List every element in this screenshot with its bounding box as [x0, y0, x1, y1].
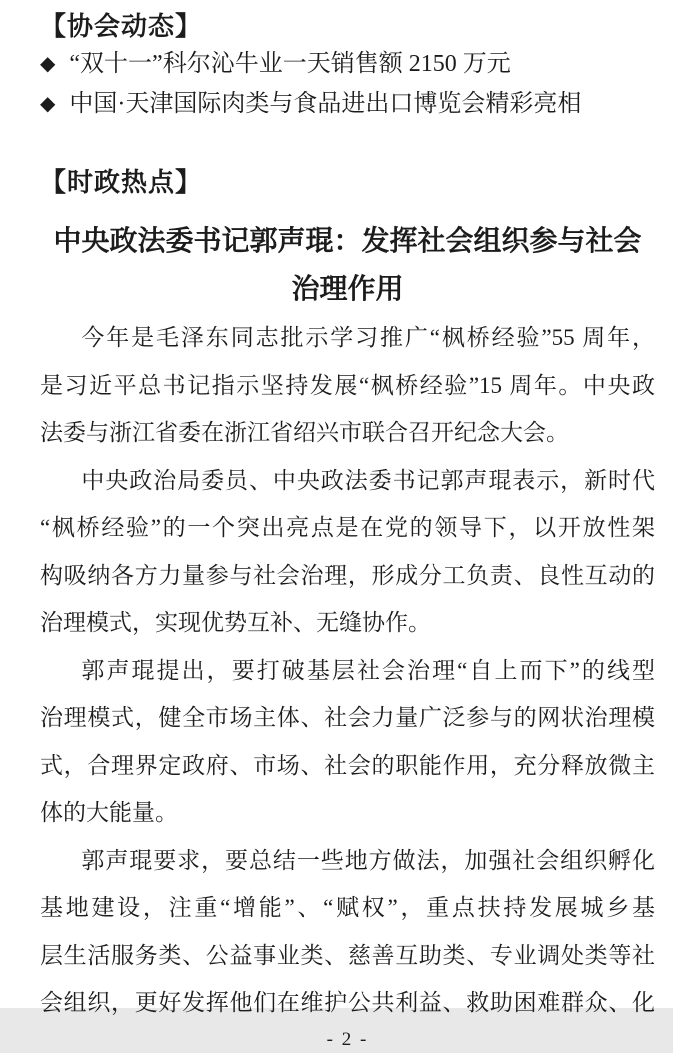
section-heading-association: 【协会动态】 — [40, 11, 203, 41]
diamond-bullet-icon: ◆ — [40, 53, 56, 75]
body-line: 郭声琨要求，要总结一些地方做法，加强社会组织孵化 — [81, 847, 655, 873]
diamond-bullet-icon: ◆ — [40, 93, 56, 115]
body-line: 郭声琨提出，要打破基层社会治理“自上而下”的线型 — [81, 657, 655, 683]
section-heading-politics: 【时政热点】 — [40, 167, 203, 197]
body-line: 层生活服务类、公益事业类、慈善互助类、专业调处类等社 — [40, 942, 655, 968]
body-line: 今年是毛泽东同志批示学习推广“枫桥经验”55 周年， — [81, 325, 655, 350]
body-line: 治理模式，健全市场主体、社会力量广泛参与的网状治理模 — [40, 705, 655, 730]
body-line: 治理模式，实现优势互补、无缝协作。 — [40, 610, 431, 635]
article-title-line-1: 中央政法委书记郭声琨：发挥社会组织参与社会 — [53, 226, 642, 257]
article-body — [40, 314, 655, 1027]
bullet-item-text: 中国·天津国际肉类与食品进出口博览会精彩亮相 — [69, 91, 582, 117]
body-line: 法委与浙江省委在浙江省绍兴市联合召开纪念大会。 — [40, 420, 569, 445]
article-title-line-2: 治理作用 — [291, 274, 404, 305]
body-line: 基地建设，注重“增能”、“赋权”，重点扶持发展城乡基 — [40, 895, 655, 920]
body-line: 构吸纳各方力量参与社会治理，形成分工负责、良性互动的 — [40, 562, 655, 588]
body-line: 会组织，更好发挥他们在维护公共利益、救助困难群众、化 — [40, 990, 655, 1015]
body-line: “枫桥经验”的一个突出亮点是在党的领导下，以开放性架 — [40, 515, 655, 540]
body-line: 中央政治局委员、中央政法委书记郭声琨表示，新时代 — [81, 467, 655, 493]
association-bullet-list — [40, 44, 655, 124]
bullet-item — [40, 84, 655, 124]
page-number: - 2 - — [326, 1028, 369, 1050]
bullet-item — [40, 44, 655, 84]
body-line: 是习近平总书记指示坚持发展“枫桥经验”15 周年。中央政 — [40, 372, 655, 398]
body-line: 式，合理界定政府、市场、社会的职能作用，充分释放微主 — [40, 752, 655, 778]
bullet-item-text: “双十一”科尔沁牛业一天销售额 2150 万元 — [69, 51, 511, 77]
body-line: 体的大能量。 — [40, 800, 178, 825]
